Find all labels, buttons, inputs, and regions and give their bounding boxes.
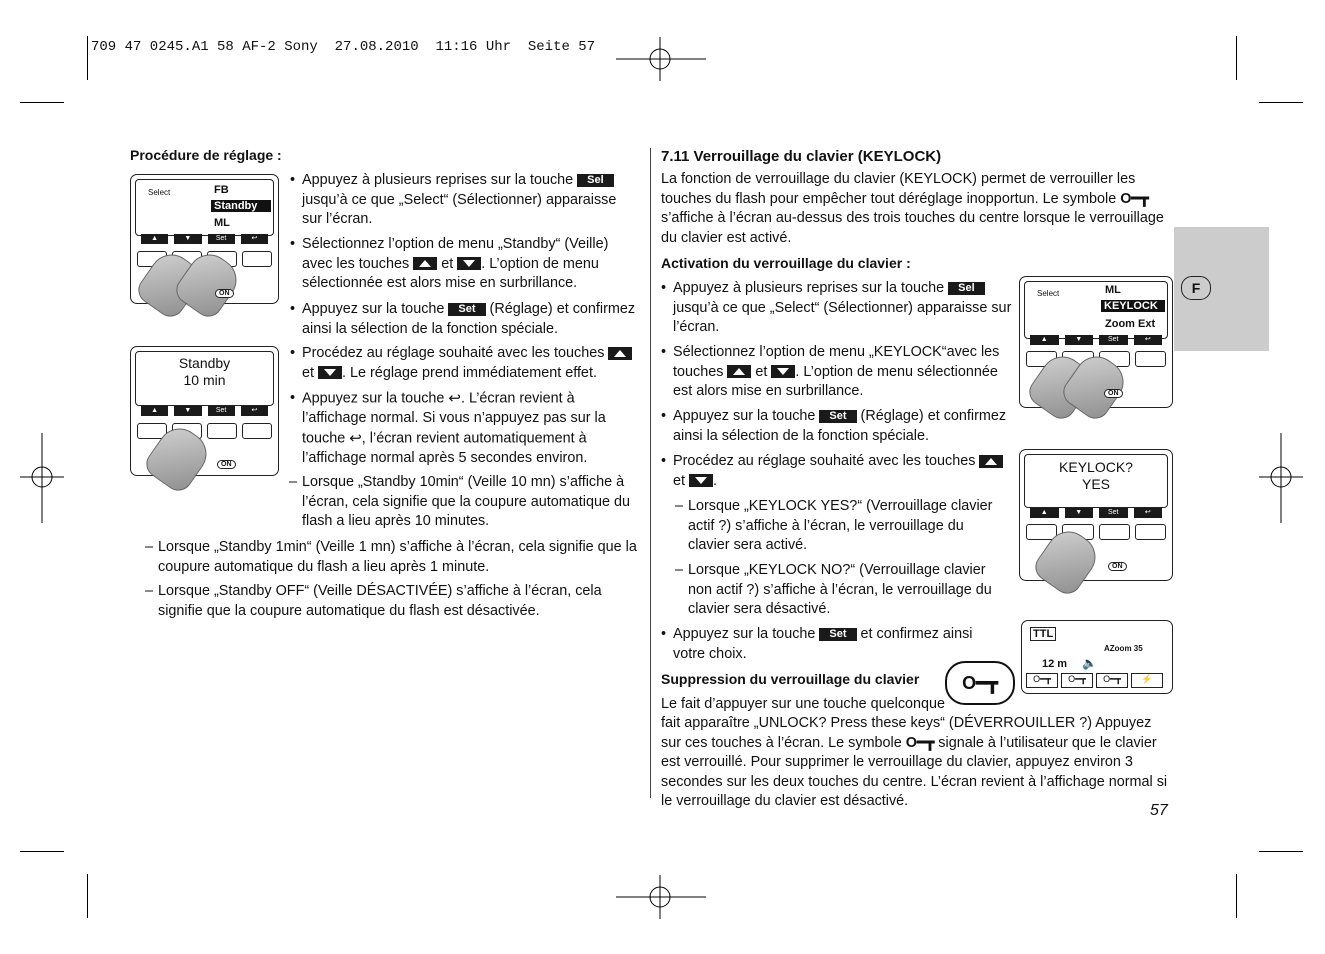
menu-item: ML [214, 217, 230, 229]
registration-mark-right [1259, 433, 1303, 523]
menu-item: Zoom Ext [1105, 318, 1156, 330]
return-icon: ↩ [241, 406, 268, 416]
crop-mark [1236, 874, 1237, 918]
suppression-heading: Suppression du verrouillage du clavier [661, 671, 920, 687]
step-bullet: • Sélectionnez l’option de menu „Standby“ (Veille) avec les touches et . L’option de menu sélectionnée est alors mise en surbrillance. [302, 235, 640, 294]
speaker-icon: 🔈 [1082, 656, 1097, 670]
lcd-screen [1024, 281, 1168, 339]
crop-mark [1259, 102, 1303, 103]
registration-mark-left [20, 433, 64, 523]
set-button-icon: Set [819, 628, 856, 641]
key-symbol-callout: O━┳ [945, 661, 1015, 705]
key-icon: O━┳ [1061, 673, 1093, 688]
crop-mark [20, 102, 64, 103]
softkey-labels [1030, 335, 1162, 345]
crop-mark [87, 874, 88, 918]
flash-display-select-menu [130, 174, 279, 304]
return-icon: ↩ [1134, 335, 1163, 345]
left-heading: Procédure de réglage : [130, 147, 282, 163]
print-header: 709 47 0245.A1 58 AF-2 Sony 27.08.2010 11:16 Uhr Seite 57 [91, 39, 596, 55]
up-arrow-icon: ▲ [141, 234, 168, 244]
return-icon: ↩ [349, 429, 362, 447]
down-key-icon [318, 366, 342, 379]
activation-heading: Activation du verrouillage du clavier : [661, 255, 911, 271]
menu-item-highlighted: KEYLOCK [1101, 300, 1165, 312]
flash-display-locked [1021, 620, 1173, 694]
set-button-icon: Set [819, 410, 856, 423]
screen-line: KEYLOCK? [1059, 459, 1133, 475]
device-keys [1026, 524, 1166, 540]
select-label: Select [1037, 289, 1060, 298]
crop-mark [87, 36, 88, 80]
up-arrow-icon: ▲ [1030, 335, 1059, 345]
screen-line: YES [1081, 476, 1110, 492]
up-key-icon [608, 347, 632, 360]
on-switch: ON [217, 460, 236, 469]
note-dash: – Lorsque „KEYLOCK NO?“ (Verrouillage clavier non actif ?) s’affiche à l’écran, le verrouillage du clavier sera désactivé. [688, 561, 1004, 620]
registration-mark-top [616, 37, 706, 81]
softkey-labels [141, 406, 268, 416]
up-key-icon [979, 455, 1003, 468]
screen-line: Standby [178, 355, 231, 371]
down-arrow-icon: ▼ [1065, 508, 1094, 518]
key-icon: O━┳ [905, 734, 935, 751]
crop-mark [1259, 851, 1303, 852]
set-label: Set [208, 234, 235, 244]
lcd-screen [1024, 454, 1168, 508]
column-divider [650, 148, 651, 798]
down-arrow-icon: ▼ [174, 406, 201, 416]
flash-icon: ⚡ [1131, 673, 1163, 688]
step-bullet: • Appuyez sur la touche Set et confirmez ainsi votre choix. [673, 625, 993, 664]
screen-line: 10 min [183, 372, 226, 388]
lcd-screen [135, 179, 274, 236]
suppression-paragraph: fait apparaître „UNLOCK? Press these keys“ (DÉVERROUILLER ?) Appuyez sur ces touches à l’écran. Le symbole O━┳ signale à l’utilisateur que le clavier est verrouillé. Pour supprimer le verrouillage du clavier, appuyez environ 3 secondes sur les deux touches du centre. L’écran revient à l’affichage normal si le verrouillage du clavier est désactivé. [661, 715, 1168, 810]
step-bullet: • Procédez au réglage souhaité avec les touches et . [673, 452, 1009, 491]
set-button-icon: Set [448, 303, 485, 316]
up-key-icon [727, 365, 751, 378]
on-switch: ON [1108, 562, 1127, 571]
step-bullet: • Appuyez sur la touche Set (Réglage) et confirmez ainsi la sélection de la fonction spéciale. [673, 407, 1015, 446]
menu-item-highlighted: Standby [211, 200, 271, 212]
on-switch: ON [1104, 389, 1123, 398]
note-dash: – Lorsque „KEYLOCK YES?“ (Verrouillage clavier actif ?) s’affiche à l’écran, le verrouillage du clavier sera activé. [688, 497, 1004, 556]
suppression-paragraph-start: Le fait d’appuyer sur une touche quelconque [661, 696, 946, 712]
note-dash: – Lorsque „Standby 1min“ (Veille 1 mn) s’affiche à l’écran, cela signifie que la coupure automatique du flash a lieu après 1 minute. [158, 538, 640, 577]
distance-indicator: 12 m [1042, 658, 1068, 670]
up-arrow-icon: ▲ [1030, 508, 1059, 518]
device-keys [137, 423, 272, 439]
lcd-screen [135, 351, 274, 406]
azoom-indicator: AZoom 35 [1104, 644, 1143, 653]
crop-mark [1236, 36, 1237, 80]
down-key-icon [457, 257, 481, 270]
softkey-labels [1030, 508, 1162, 518]
sel-button-icon: Sel [577, 174, 614, 187]
step-bullet: • Appuyez sur la touche Set (Réglage) et confirmez ainsi la sélection de la fonction spéciale. [302, 300, 642, 339]
flash-display-keylock-yes [1019, 449, 1173, 581]
note-dash: – Lorsque „Standby 10min“ (Veille 10 mn) s’affiche à l’écran, cela signifie que la coupure automatique du flash a lieu après 10 minutes. [302, 473, 640, 532]
step-bullet: • Procédez au réglage souhaité avec les touches et . Le réglage prend immédiatement effet. [302, 344, 640, 383]
up-arrow-icon: ▲ [141, 406, 168, 416]
step-bullet: • Appuyez à plusieurs reprises sur la touche Sel jusqu’à ce que „Select“ (Sélectionner) apparaisse sur l’écran. [302, 171, 640, 230]
down-arrow-icon: ▼ [174, 234, 201, 244]
keylock-symbols [1026, 673, 1163, 688]
softkey-labels [141, 234, 268, 244]
key-icon: O━┳ [1096, 673, 1128, 688]
language-tab-letter: F [1181, 276, 1211, 300]
note-dash: – Lorsque „Standby OFF“ (Veille DÉSACTIVÉE) s’affiche à l’écran, cela signifie que la coupure automatique du flash est désactivée. [158, 582, 640, 621]
step-bullet: • Sélectionnez l’option de menu „KEYLOCK“avec les touches et . L’option de menu sélectionnée est alors mise en surbrillance. [673, 343, 1009, 402]
ttl-indicator: TTL [1030, 627, 1056, 641]
step-bullet: • Appuyez à plusieurs reprises sur la touche Sel jusqu’à ce que „Select“ (Sélectionner) apparaisse sur l’écran. [673, 279, 1013, 338]
set-label: Set [1099, 508, 1128, 518]
flash-display-keylock-menu [1019, 276, 1173, 408]
menu-item: FB [214, 184, 229, 196]
sel-button-icon: Sel [948, 282, 985, 295]
return-icon: ↩ [241, 234, 268, 244]
return-icon: ↩ [1134, 508, 1163, 518]
key-icon: O━┳ [1120, 190, 1149, 207]
registration-mark-bottom [616, 875, 706, 919]
down-arrow-icon: ▼ [1065, 335, 1094, 345]
intro-paragraph: La fonction de verrouillage du clavier (KEYLOCK) permet de verrouiller les touches du flash pour empêcher tout déréglage inopportun. Le symbole O━┳ s’affiche à l’écran au-dessus des trois touches du centre lorsque le verrouillage du clavier est activé. [661, 171, 1164, 246]
section-title: 7.11 Verrouillage du clavier (KEYLOCK) [661, 148, 942, 165]
up-key-icon [413, 257, 437, 270]
crop-mark [20, 851, 64, 852]
set-label: Set [1099, 335, 1128, 345]
key-icon: O━┳ [1026, 673, 1058, 688]
down-key-icon [771, 365, 795, 378]
return-icon: ↩ [448, 390, 461, 407]
step-bullet: • Appuyez sur la touche ↩. L’écran revient à l’affichage normal. Si vous n’appuyez pas sur la touche ↩, l’écran revient automatiquement à l’affichage normal après 5 secondes environ. [302, 389, 640, 469]
page-number: 57 [1150, 802, 1168, 819]
flash-display-standby [130, 346, 279, 476]
on-switch: ON [215, 289, 234, 298]
set-label: Set [208, 406, 235, 416]
down-key-icon [689, 474, 713, 487]
menu-item: ML [1105, 284, 1121, 296]
select-label: Select [148, 188, 171, 197]
